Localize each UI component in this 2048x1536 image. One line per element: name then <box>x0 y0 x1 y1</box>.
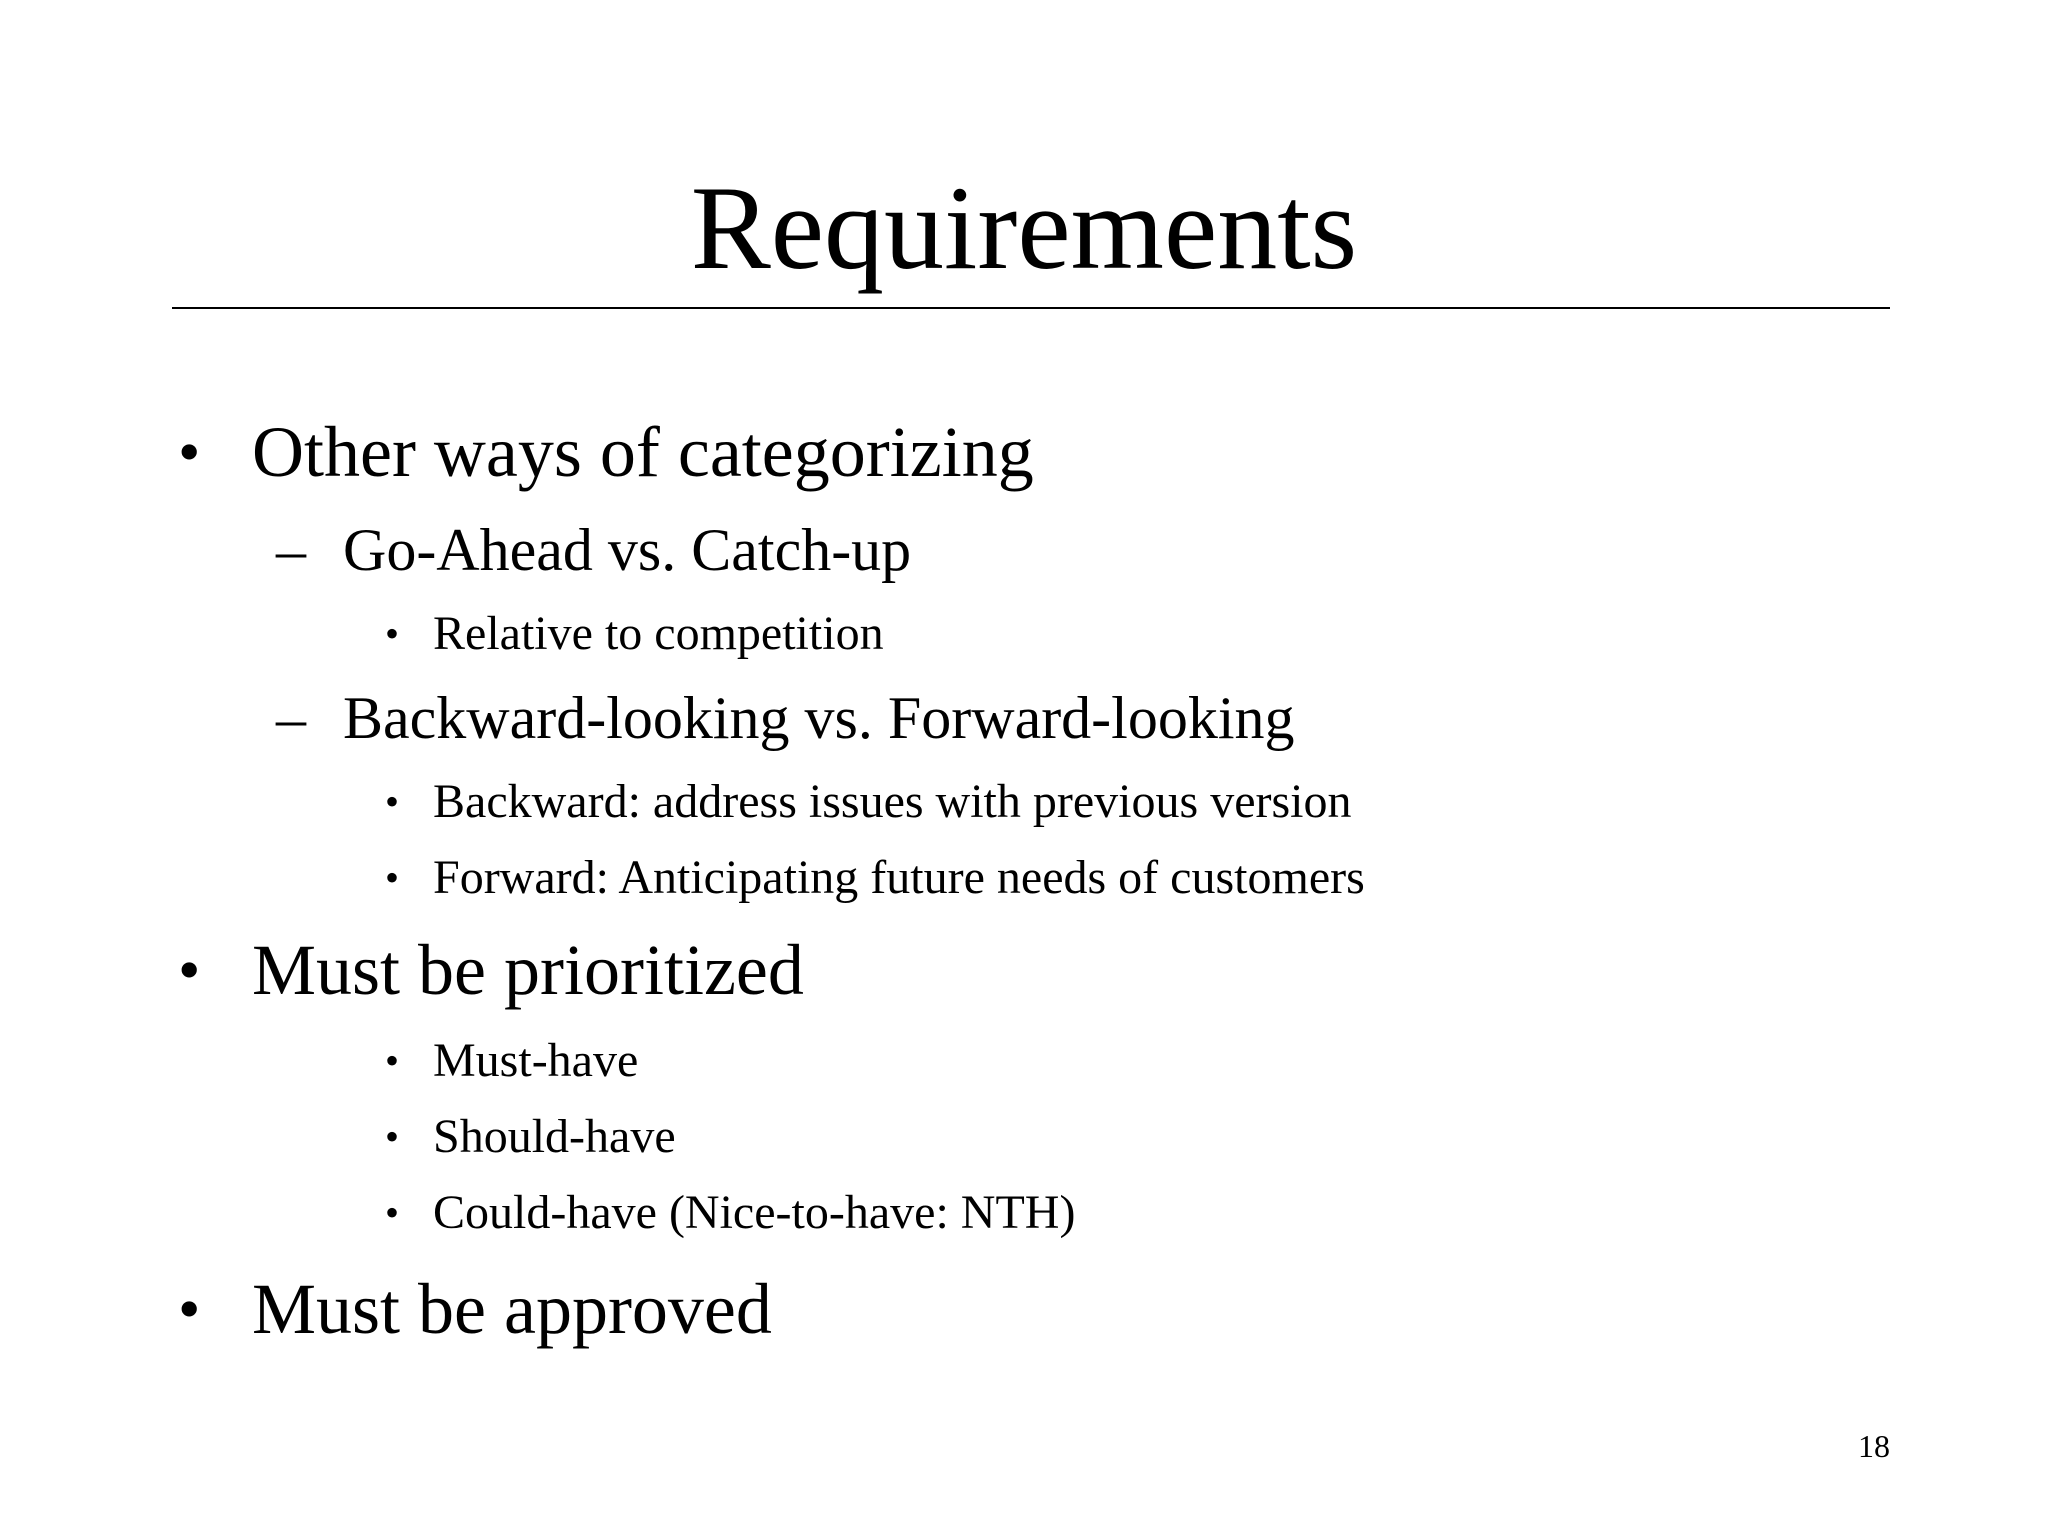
dash-icon: – <box>276 517 306 583</box>
bullet-icon: • <box>178 934 201 1005</box>
sub-sub-item-text: Relative to competition <box>433 607 884 660</box>
bullet-icon: • <box>385 611 400 656</box>
dash-icon: – <box>276 685 306 751</box>
bullet-icon: • <box>385 1114 400 1159</box>
bullet-icon: • <box>385 1190 400 1235</box>
bullet-icon: • <box>178 416 201 487</box>
bullet-text: Must be approved <box>252 1269 772 1349</box>
bullet-icon: • <box>385 855 400 900</box>
bullet-icon: • <box>385 1038 400 1083</box>
sub-item-text: Backward-looking vs. Forward-looking <box>343 685 1295 751</box>
sub-sub-item-text: Must-have <box>433 1034 639 1087</box>
bullet-icon: • <box>385 779 400 824</box>
sub-sub-item-text: Forward: Anticipating future needs of customers <box>433 851 1365 904</box>
sub-sub-item-text: Backward: address issues with previous version <box>433 775 1352 828</box>
bullet-icon: • <box>178 1273 201 1344</box>
bullet-text: Must be prioritized <box>252 930 804 1010</box>
bullet-text: Other ways of categorizing <box>252 412 1034 492</box>
page-number: 18 <box>1858 1428 1890 1464</box>
sub-sub-item-text: Could-have (Nice-to-have: NTH) <box>433 1186 1076 1239</box>
sub-item-text: Go-Ahead vs. Catch-up <box>343 517 912 583</box>
slide-title: Requirements <box>690 161 1358 294</box>
title-divider <box>172 307 1890 309</box>
sub-sub-item-text: Should-have <box>433 1110 676 1163</box>
